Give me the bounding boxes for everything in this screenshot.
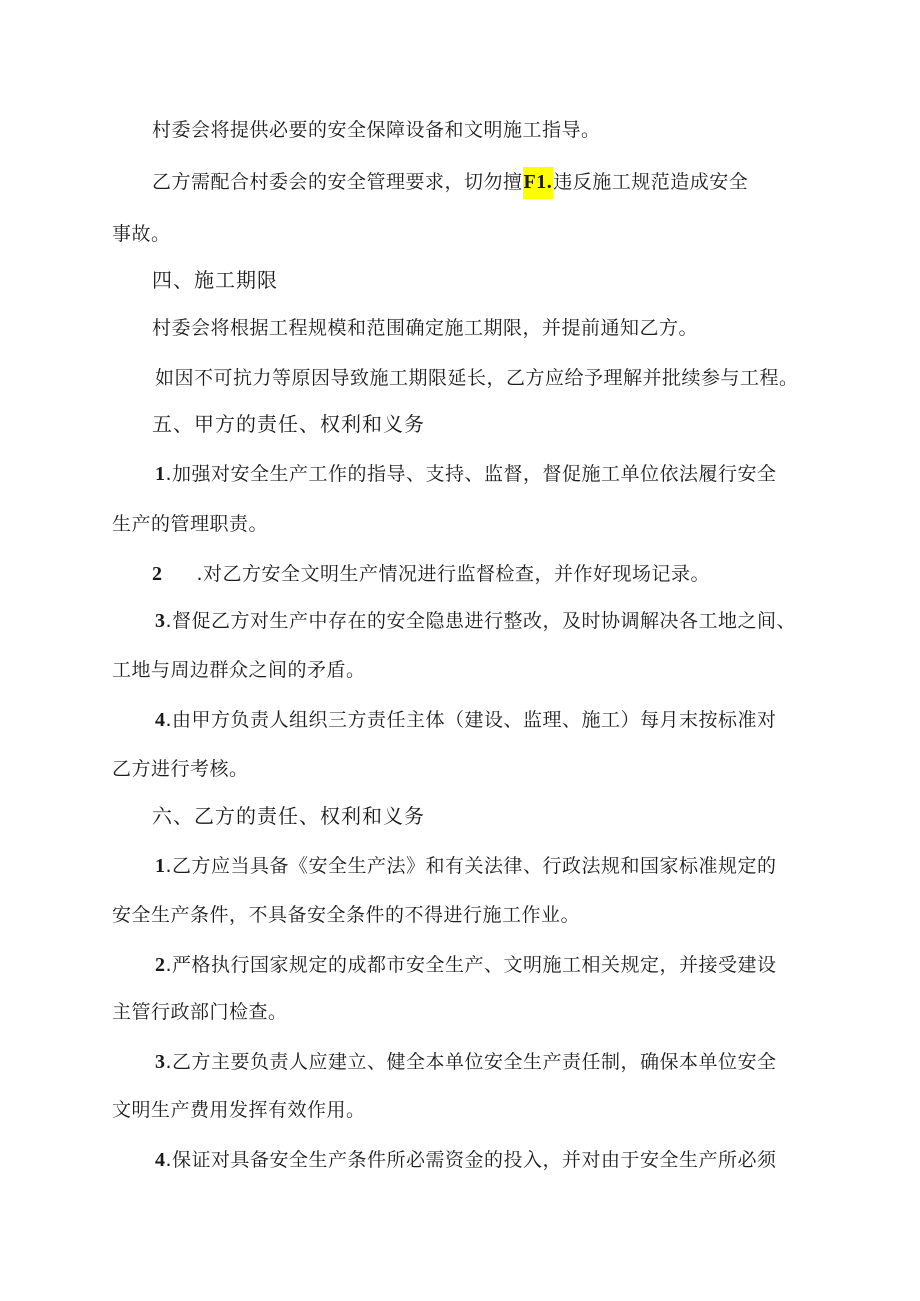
paragraph-line: 村委会将提供必要的安全保障设备和文明施工指导。: [152, 119, 601, 141]
list-text: .督促乙方对生产中存在的安全隐患进行整改，及时协调解决各工地之间、: [165, 610, 797, 632]
list-number: 3: [155, 1051, 166, 1073]
list-item-line: [155, 1050, 777, 1074]
list-item-line: 安全生产条件，不具备安全条件的不得进行施工作业。: [112, 904, 581, 926]
list-item-line: [152, 562, 710, 586]
list-text: .由甲方负责人组织三方责任主体（建设、监理、施工）每月末按标准对: [165, 709, 777, 731]
list-number: 4: [155, 1149, 166, 1171]
list-text: .乙方主要负责人应建立、健全本单位安全生产责任制，确保本单位安全: [165, 1051, 777, 1073]
list-item-line: 工地与周边群众之间的矛盾。: [112, 659, 366, 681]
list-item-line: 乙方进行考核。: [112, 758, 249, 780]
paragraph-line: 事故。: [112, 223, 171, 245]
paragraph-line: 如因不可抗力等原因导致施工期限延长，乙方应给予理解并批续参与工程。: [155, 367, 799, 389]
list-item-line: 生产的管理职责。: [112, 513, 269, 535]
list-text: .保证对具备安全生产条件所必需资金的投入，并对由于安全生产所必须: [165, 1149, 777, 1171]
list-number: 3: [155, 610, 166, 632]
list-text: .严格执行国家规定的成都市安全生产、文明施工相关规定，并接受建设: [165, 954, 777, 976]
section-heading: 六、乙方的责任、权利和义务: [152, 804, 425, 828]
list-text: .加强对安全生产工作的指导、支持、监督，督促施工单位依法履行安全: [165, 463, 777, 485]
section-heading: 四、施工期限: [152, 268, 278, 292]
list-item-line: [155, 708, 777, 732]
paragraph-line: 村委会将根据工程规模和范围确定施工期限，并提前通知乙方。: [152, 317, 699, 339]
list-text: .对乙方安全文明生产情况进行监督检查，并作好现场记录。: [196, 563, 711, 585]
list-number: 2: [152, 563, 163, 585]
list-item-line: 文明生产费用发挥有效作用。: [112, 1099, 366, 1121]
list-number: 4: [155, 709, 166, 731]
list-text: .乙方应当具备《安全生产法》和有关法律、行政法规和国家标准规定的: [165, 855, 777, 877]
list-number: 1: [155, 463, 166, 485]
text-span: 违反施工规范造成安全: [553, 171, 749, 193]
list-number: 2: [155, 954, 166, 976]
list-item-line: [155, 462, 777, 486]
highlighted-mark: F1.: [523, 167, 554, 199]
list-item-line: [155, 609, 796, 633]
text-span: 乙方需配合村委会的安全管理要求，切勿擅: [152, 171, 523, 193]
paragraph-line: [152, 170, 748, 194]
list-number: 1: [155, 855, 166, 877]
section-heading: 五、甲方的责任、权利和义务: [152, 412, 425, 436]
list-item-line: [155, 854, 777, 878]
list-item-line: [155, 1148, 777, 1172]
list-item-line: 主管行政部门检查。: [112, 1001, 288, 1023]
list-item-line: [155, 953, 777, 977]
